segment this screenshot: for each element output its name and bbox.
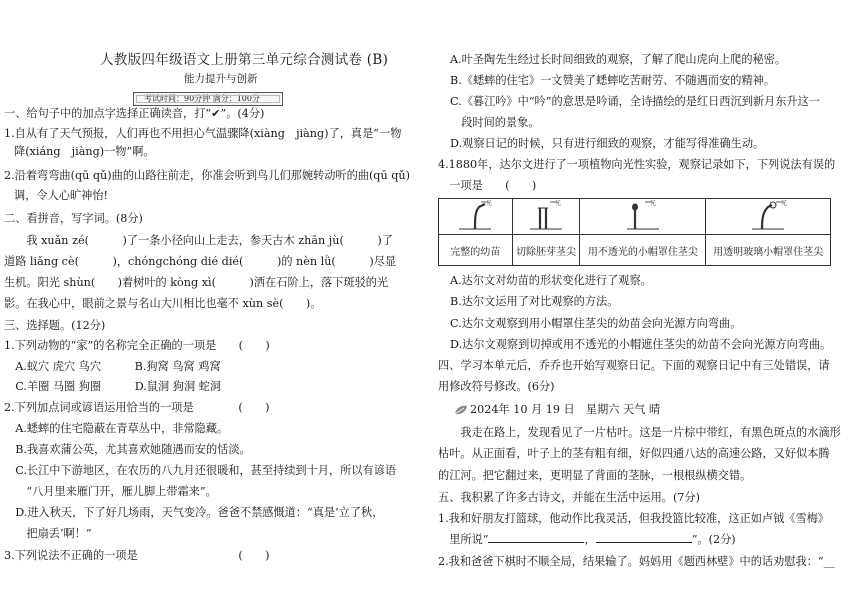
caption-cut: 切除胚芽茎尖 xyxy=(512,235,580,266)
q3-2-option-a: A.蟋蟀的住宅隐蔽在青草丛中，非常隐藏。 xyxy=(4,422,229,435)
q5-1-prefix: 里所说“ xyxy=(438,533,489,546)
exam-info-text: 考试时间：90分钟 满分：100分 xyxy=(144,94,260,103)
q3-2-stem: 2.下列加点词或谚语运用恰当的一项是 ( ) xyxy=(4,401,270,414)
seedling-intact-icon xyxy=(455,200,495,230)
section-4-heading-line1: 四、学习本单元后，乔乔也开始写观察日记。下面的观察日记中有三处错误，请 xyxy=(438,359,830,372)
light-label: 光 xyxy=(555,200,562,207)
q3-2-option-d-line1: D.进入秋天，下了好几场雨，天气变冷。爸爸不禁感慨道：“真是‘立了秋， xyxy=(4,506,384,519)
light-label: 光 xyxy=(486,200,493,207)
pinyin-line3: 生机。阳光 shùn( )着树叶的 kòng xì( )洒在石阶上，落下斑驳的光 xyxy=(4,276,389,289)
q3-2-option-b: B.我喜欢蒲公英，尤其喜欢她随遇而安的恬淡。 xyxy=(4,443,251,456)
diary-date-line xyxy=(454,402,660,418)
q5-1-line2 xyxy=(438,532,736,548)
q3-1-options-cd: C.羊圈 马圈 狗圈 D.鼠洞 狗洞 蛇洞 xyxy=(4,380,222,393)
q3-4-option-a: A.达尔文对幼苗的形状变化进行了观察。 xyxy=(450,274,652,287)
light-label: 光 xyxy=(781,200,788,207)
answer-blank-2[interactable] xyxy=(596,532,692,543)
pinyin-line1: 我 xuǎn zé( )了一条小径向山上走去，参天古木 zhān jù( )了 xyxy=(4,234,393,247)
q1-1-line1: 1.自从有了天气预报，人们再也不用担心气温骤降(xiàng jiàng)了，真是“一物 xyxy=(4,127,402,140)
section-3-heading: 三、选择题。(12分) xyxy=(4,319,106,332)
q3-1-stem: 1.下列动物的“家”的名称完全正确的一项是 ( ) xyxy=(4,339,270,352)
light-label: 光 xyxy=(649,200,656,207)
answer-blank-1[interactable] xyxy=(488,532,584,543)
q3-4-option-b: B.达尔文运用了对比观察的方法。 xyxy=(450,295,619,308)
q5-1-suffix: ”。(2分) xyxy=(691,533,736,546)
diary-paragraph-line3: 的江河。把它翻过来，更明显了背面的茎脉，一根根纵横交错。 xyxy=(438,469,752,482)
seedling-glass-cap-cell xyxy=(706,199,831,235)
section-2-heading: 二、看拼音，写字词。(8分) xyxy=(4,212,143,225)
q3-3-option-c-line1: C.《暮江吟》中“吟”的意思是吟诵，全诗描绘的是红日西沉到新月东升这一 xyxy=(450,95,820,108)
q3-2-option-c-line1: C.长江中下游地区，在农历的八九月还很暖和，甚至持续到十月，所以有谚语 xyxy=(4,464,397,477)
diary-paragraph-line2: 枯叶。从正面看，叶子上的茎有粗有细，好似四通八达的高速公路，又好似本腾 xyxy=(438,447,830,460)
q3-2-option-c-line2: “八月里来雁门开，雁儿脚上带霜来”。 xyxy=(4,485,217,498)
diary-paragraph-line1: 我走在路上，发现看见了一片枯叶。这是一片棕中带红，有黑色斑点的水滴形 xyxy=(438,426,841,439)
q3-2-option-d-line2: 把扇丢’啊！” xyxy=(4,527,92,540)
q3-4-stem-line2: 一项是 ( ) xyxy=(438,179,537,192)
page-subtitle: 能力提升与创新 xyxy=(184,73,258,85)
seedling-cut-cell xyxy=(512,199,580,235)
page-title: 人教版四年级语文上册第三单元综合测试卷 (B) xyxy=(100,52,389,68)
seedling-opaque-cap-icon xyxy=(623,200,663,230)
q1-2-line1: 2.沿着弯弯曲(qū qǔ)曲的山路往前走，你准会听到鸟儿们那婉转动听的曲(qū qǔ) xyxy=(4,169,410,182)
seedling-opaque-cap-cell xyxy=(580,199,706,235)
exam-info-box xyxy=(133,92,283,106)
q3-4-option-c: C.达尔文观察到用小帽罩住茎尖的幼苗会向光源方向弯曲。 xyxy=(450,317,742,330)
caption-glass-cap: 用透明玻璃小帽罩住茎尖 xyxy=(706,235,831,266)
observation-table xyxy=(438,198,831,266)
pinyin-line4: 影。在我心中，眼前之景与名山大川相比也毫不 xùn sè( )。 xyxy=(4,297,322,310)
caption-opaque-cap: 用不透光的小帽罩住茎尖 xyxy=(580,235,706,266)
q3-3-option-b: B.《蟋蟀的住宅》一文赞美了蟋蟀吃苦耐劳、不随遇而安的精神。 xyxy=(450,74,776,87)
leaf-icon xyxy=(454,405,468,415)
q3-4-option-d: D.达尔文观察到切掉或用不透光的小帽遮住茎尖的幼苗不会向光源方向弯曲。 xyxy=(450,338,832,351)
caption-intact: 完整的幼苗 xyxy=(439,235,513,266)
diary-date: 2024年 10 月 19 日 星期六 天气 晴 xyxy=(470,403,661,416)
q1-1-line2: 降(xiáng jiàng)一物”啊。 xyxy=(14,145,155,158)
q5-1-line1: 1.我和好朋友打篮球，他动作比我灵活，但我投篮比较准，这正如卢钺《雪梅》 xyxy=(438,512,830,525)
seedling-intact-cell xyxy=(439,199,513,235)
section-5-heading: 五、我积累了许多古诗文，并能在生活中运用。(7分) xyxy=(438,491,700,504)
q3-4-stem-line1: 4.1880年，达尔文进行了一项植物向光性实验，观察记录如下，下列说法有误的 xyxy=(438,158,836,171)
q5-1-comma: ， xyxy=(584,533,596,546)
seedling-cut-icon xyxy=(526,200,566,230)
q3-1-options-ab: A.蚁穴 虎穴 鸟穴 B.狗窝 鸟窝 鸡窝 xyxy=(4,360,221,373)
q3-3-stem: 3.下列说法不正确的一项是 ( ) xyxy=(4,549,270,562)
section-4-heading-line2: 用修改符号修改。(6分) xyxy=(438,380,555,393)
section-1-heading: 一、给句子中的加点字选择正确读音，打“✔”。(4分) xyxy=(4,107,265,120)
q3-3-option-a: A.叶圣陶先生经过长时间细致的观察，了解了爬山虎向上爬的秘密。 xyxy=(450,53,787,66)
seedling-glass-cap-icon xyxy=(748,200,788,230)
q3-3-option-d: D.观察日记的时候，只有进行细致的观察，才能写得准确生动。 xyxy=(450,137,765,150)
pinyin-line2: 道路 liǎng cè( )，chóngchóng dié dié( )的 nèn lǜ( )尽显 xyxy=(4,255,397,268)
q3-3-option-c-line2: 段时间的景象。 xyxy=(450,116,540,129)
q5-2-line1: 2.我和爸爸下棋时不顺全局，结果输了。妈妈用《题西林壁》中的话劝慰我：“__ xyxy=(438,555,835,568)
q1-2-line2: 调，令人心旷神怡! xyxy=(14,189,108,202)
